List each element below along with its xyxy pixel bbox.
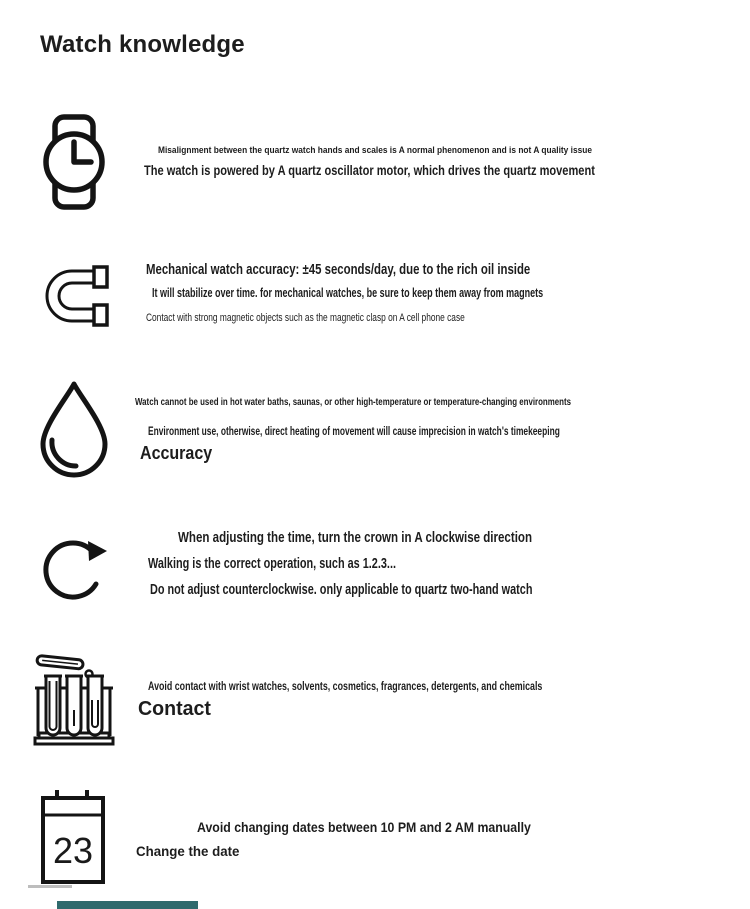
section-text: Do not adjust counterclockwise. only applicable to quartz two-hand watch <box>150 582 533 598</box>
section-heading: Avoid changing dates between 10 PM and 2 AM manually <box>197 819 531 835</box>
section-heading: Accuracy <box>140 443 213 463</box>
section-heading: When adjusting the time, turn the crown in A clockwise direction <box>178 529 533 546</box>
water-drop-icon <box>40 380 108 478</box>
section-text: Environment use, otherwise, direct heating of movement will cause imprecision in watch's timekeeping <box>148 424 560 438</box>
section-note: Misalignment between the quartz watch hands and scales is A normal phenomenon and is not A quality issue <box>158 145 593 156</box>
section-note: Contact with strong magnetic objects such as the magnetic clasp on A cell phone case <box>146 312 465 324</box>
wristwatch-icon <box>44 113 104 211</box>
magnet-icon <box>38 265 110 327</box>
section-note: Watch cannot be used in hot water baths, saunas, or other high-temperature or temperature-changing environments <box>135 397 572 408</box>
calendar-icon <box>40 789 106 885</box>
calendar-day: 23 <box>52 830 94 871</box>
section-text: Change the date <box>136 843 240 859</box>
footer-accent-bar <box>57 901 198 909</box>
section-heading: Contact <box>138 698 211 720</box>
section-text: Walking is the correct operation, such as 1.2.3... <box>148 556 396 572</box>
test-tubes-icon <box>33 648 115 746</box>
section-note: Avoid contact with wrist watches, solvents, cosmetics, fragrances, detergents, and chemicals <box>148 681 543 693</box>
page-title: Watch knowledge <box>40 31 245 58</box>
clockwise-arrow-icon <box>40 524 108 608</box>
section-text: The watch is powered by A quartz oscillator motor, which drives the quartz movement <box>144 162 595 178</box>
section-text: It will stabilize over time. for mechanical watches, be sure to keep them away from magnets <box>152 286 544 300</box>
section-heading: Mechanical watch accuracy: ±45 seconds/day, due to the rich oil inside <box>146 261 531 278</box>
calendar-shadow <box>28 885 72 888</box>
